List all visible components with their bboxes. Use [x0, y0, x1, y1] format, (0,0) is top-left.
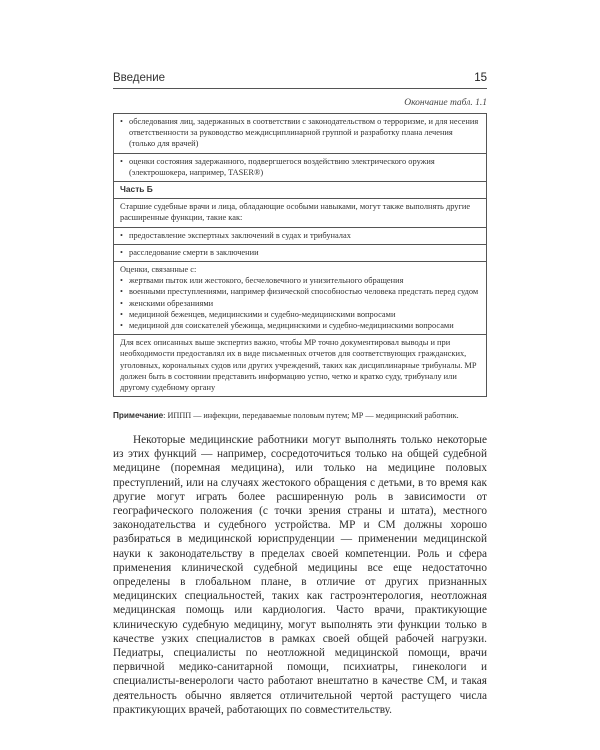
- table-note: [113, 411, 487, 420]
- functions-table: [113, 113, 487, 397]
- list-item: • расследование смерти в заключении: [120, 247, 480, 258]
- list-item: • оценки состояния задержанного, подвергшегося воздействию электрического оружия (электрошокера, например, TASER®): [120, 156, 480, 178]
- list-item: • предоставление экспертных заключений в судах и трибуналах: [120, 230, 480, 241]
- note-label: Примечание: [113, 411, 164, 420]
- part-b-heading: Часть Б: [114, 182, 486, 199]
- assessments-row: [114, 262, 486, 335]
- list-item: • медициной беженцев, медицинскими и судебно-медицинскими вопросами: [120, 309, 480, 320]
- page-number: 15: [474, 72, 487, 84]
- list-item: • женскими обрезаниями: [120, 298, 480, 309]
- part-b-intro: Старшие судебные врачи и лица, обладающие особыми навыками, могут также выполнять другие расширенные функции, такие как:: [114, 199, 486, 227]
- table-row: [114, 114, 486, 154]
- list-item: • военными преступлениями, например физической способностью человека предстать перед судом: [120, 286, 480, 297]
- table-row: [114, 245, 486, 262]
- list-item: • жертвами пыток или жестокого, бесчеловечного и унизительного обращения: [120, 275, 480, 286]
- table-row: [114, 154, 486, 182]
- header-divider: [113, 88, 487, 89]
- table-caption: Окончание табл. 1.1: [404, 98, 487, 108]
- assessments-intro: Оценки, связанные с:: [120, 265, 197, 275]
- body-paragraph: Некоторые медицинские работники могут выполнять только некоторые из этих функций — например, сосредоточиться только на общей судебной медицине (поремная медицина), или только на медицине половых преступлений, или на случаях жестокого обращения с детьми, в то время как другие могут играть более расширенную роль в зависимости от географического положения (с точки зрения страны и штата), местного законодательства и судебного устройства. МР и СМ должны хорошо разбираться в медицинской юриспруденции — применении медицинской науки к законодательству в пределах своей компетенции. Роль и сфера применения клинической судебной медицины все еще недостаточно определены в глобальном плане, в отличие от других признанных медицинских специальностей, таких как гастроэнтерология, неотложная медицинская помощь или кардиология. Часто врачи, практикующие клиническую судебную медицину, могут выполнять эти функции только в качестве узких специалистов в рамках своей общей рабочей нагрузки. Педиатры, специалисты по неотложной медицинской помощи, врачи первичной медико-санитарной помощи, психиатры, гинекологи и специалисты-венерологи часто работают внештатно в качестве СМ, и такая деятельность обычно является отличительной чертой растущего числа практикующих врачей, работающих по совместительству.: [113, 434, 487, 716]
- table-row: [114, 228, 486, 245]
- list-item: • обследования лиц, задержанных в соответствии с законодательством о терроризме, и для несения ответственности за руководство междисциплинарной группой и разработку плана лечения (только для врачей): [120, 116, 480, 150]
- closing-row: Для всех описанных выше экспертиз важно, чтобы МР точно документировал выводы и при необходимости предоставлял их в виде письменных отчетов для соответствующих гражданских, уголовных, корональных судов или других учреждений, таких как дисциплинарные трибуналы. МР должен быть в состоянии представить информацию устно, четко и кратко суду, трибуналу или другому судебному органу: [120, 338, 477, 393]
- note-text: : ИППП — инфекции, передаваемые половым путем; МР — медицинский работник.: [163, 411, 459, 420]
- section-title: Введение: [113, 72, 166, 84]
- list-item: • медициной для соискателей убежища, медицинскими и судебно-медицинскими вопросами: [120, 320, 480, 331]
